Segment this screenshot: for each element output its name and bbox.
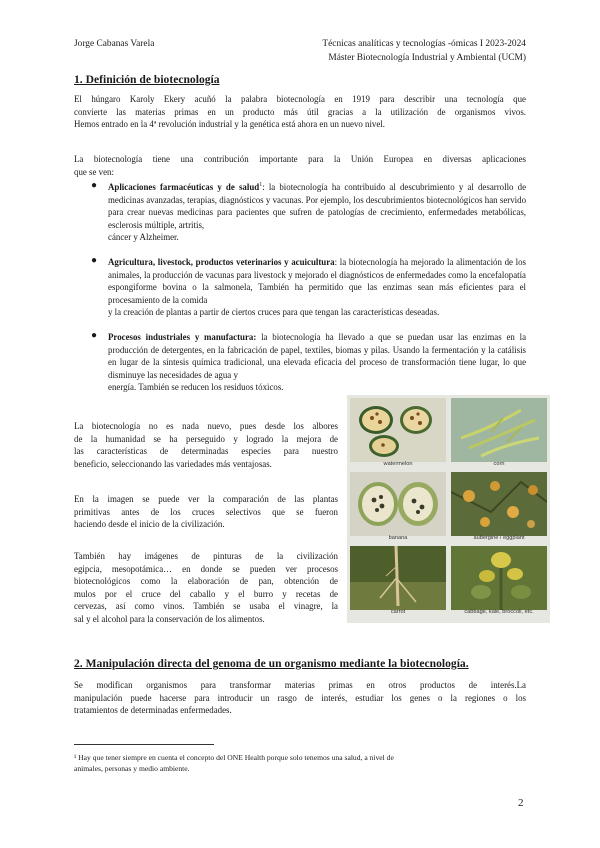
text-line: sufren de patologías de crecimiento, enfermedades metabólicas, esclerosis múltiple, artritis, — [108, 207, 527, 230]
text-line: que se ven: — [74, 166, 114, 177]
bullet-pharma — [108, 181, 526, 244]
history-paragraph — [74, 420, 338, 470]
cabbage-photo — [451, 546, 547, 610]
text-line: la biotecnología ha llevado a que se puedan usar las — [256, 332, 468, 342]
text-line: al desarrollo de medicinas avanzadas, terapias, diagnósticos y vacunas. Por ejemplo, los — [108, 182, 527, 205]
footnote — [74, 752, 526, 774]
bullet-title: Procesos industriales y manufactura: — [108, 332, 257, 342]
text-line: También hay imágenes de pinturas de la civilización — [74, 551, 338, 561]
text-line: sal y el alcohol para la conservación de los alimentos. — [74, 613, 265, 624]
text-line: las características de determinadas especies para nuestro — [74, 446, 338, 457]
text-line: mulos por el cruce del caballo y el burro y recetas de — [74, 588, 338, 599]
image-paragraph — [74, 493, 338, 531]
text-line: de la humanidad se ha perseguido y logrado la mejora de — [74, 433, 338, 444]
section1-title: 1. Definición de biotecnología — [74, 73, 220, 86]
egypt-paragraph — [74, 550, 338, 626]
footnote-ref[interactable]: 1 — [259, 182, 263, 189]
intro-paragraph — [74, 93, 526, 131]
text-line: cervezas, así como vinos. También se usaba el vinagre, la — [74, 601, 338, 612]
corn-photo — [451, 398, 547, 462]
text-line: Usando la fermentación y la catálisis en lugar de la síntesis química tradicional, una elevada — [108, 344, 527, 367]
text-line: primitivas antes de los cruces selectivos que se fueron — [74, 506, 338, 517]
text-line: biotecnológicos como la elaboración de pan, obtención de — [74, 576, 338, 587]
header-course: Técnicas analíticas y tecnologías -ómicas I 2023-2024 — [322, 39, 526, 49]
bullet-industrial — [108, 331, 526, 394]
text-line: diagnósticos de enfermedades como la encefalopatía espongiforme bovina o la salmonela, — [108, 269, 526, 292]
bullet-title: Agricultura, livestock, productos veterinarios y acuicultura — [108, 257, 335, 267]
footnote-divider — [74, 744, 214, 745]
text-line: la alimentación de los animales, la producción de vacunas para livestock y mejorado el — [108, 257, 526, 280]
eu-paragraph — [74, 153, 526, 178]
text-line: : la biotecnología ha contribuido al descubrimiento y — [262, 182, 464, 192]
caption-aubergine: aubergine / eggplant — [473, 535, 525, 541]
plant-comparison-figure — [347, 395, 550, 623]
bullet-icon: ● — [91, 180, 98, 191]
header-program: Máster Biotecnología Industrial y Ambiental (UCM) — [328, 53, 526, 63]
text-line: Hemos entrado en la 4ª revolución industrial y la genética está ahora en un nuevo nivel. — [74, 119, 385, 130]
section2-paragraph — [74, 679, 526, 717]
banana-photo — [350, 472, 446, 536]
text-line: haciendo desde el inicio de la civilización. — [74, 519, 225, 530]
section2-title: 2. Manipulación directa del genoma de un organismo mediante la biotecnología. — [74, 657, 469, 670]
text-line: tratamientos de determinadas enfermedades. — [74, 705, 232, 716]
text-line: y la creación de plantas a partir de ciertos cruces para que tengan las características deseadas. — [108, 307, 440, 317]
page-number: 2 — [518, 797, 524, 809]
carrot-photo — [350, 546, 446, 610]
text-line: animales, personas y medio ambiente. — [74, 764, 190, 773]
text-line: descubrimientos biotecnológicos han servido para crear nuevas medicinas para pacientes que — [108, 194, 527, 217]
caption-banana: banana — [388, 535, 408, 541]
caption-corn: corn — [493, 461, 505, 467]
text-line: manipulación puede hacerse para introducir un rasgo de interés, estudiar los genes o la regiones o los — [74, 692, 526, 703]
bullet-icon: ● — [91, 255, 98, 266]
text-line: ¹ Hay que tener siempre en cuenta el concepto del ONE Health porque solo tenemos una salud, a nivel de — [74, 753, 394, 762]
text-line: En la imagen se puede ver la comparación de las plantas — [74, 494, 338, 504]
text-line: eficacia del proceso de transformación tiene lugar, lo que disminuye las necesidades de agua y — [108, 357, 527, 380]
watermelon-photo — [350, 398, 446, 462]
text-line: enzimas en la producción de detergentes, en la fabricación de papel, textiles, biomas y pilas. — [108, 332, 527, 355]
header-author: Jorge Cabanas Varela — [74, 39, 155, 49]
text-line: convierte las materias primas en un producto más útil gracias a la utilización de organismos vivos. — [74, 106, 526, 117]
bullet-agriculture — [108, 256, 526, 319]
aubergine-photo — [451, 472, 547, 536]
bullet-title: Aplicaciones farmacéuticas y de salud — [108, 182, 260, 192]
text-line: Se modifican organismos para transformar materias primas en otros productos de interés.La — [74, 680, 526, 690]
bullet-icon: ● — [91, 330, 98, 341]
text-line: También ha permitido que las enzimas sean más eficientes para el procesamiento de la comida — [108, 282, 526, 305]
text-line: El húngaro Karoly Ekery acuñó la palabra biotecnología en 1919 para describir una tecnología que — [74, 94, 526, 104]
caption-watermelon: watermelon — [383, 461, 413, 467]
text-line: La biotecnología tiene una contribución importante para la Unión Europea en diversas aplicaciones — [74, 154, 526, 164]
text-line: energía. También se reducen los residuos tóxicos. — [108, 382, 284, 392]
text-line: beneficio, seleccionando las variedades más ventajosas. — [74, 458, 272, 469]
text-line: egipcia, mesopotámica… en donde se pueden ver procesos — [74, 563, 338, 574]
caption-carrot: carrot — [390, 609, 406, 615]
text-line: cáncer y Alzheimer. — [108, 232, 179, 242]
text-line: : la biotecnología ha mejorado — [334, 257, 445, 267]
text-line: La biotecnología no es nada nuevo, pues desde los albores — [74, 421, 338, 431]
caption-cabbage: cabbage, kale, broccoli, etc. — [464, 609, 534, 615]
